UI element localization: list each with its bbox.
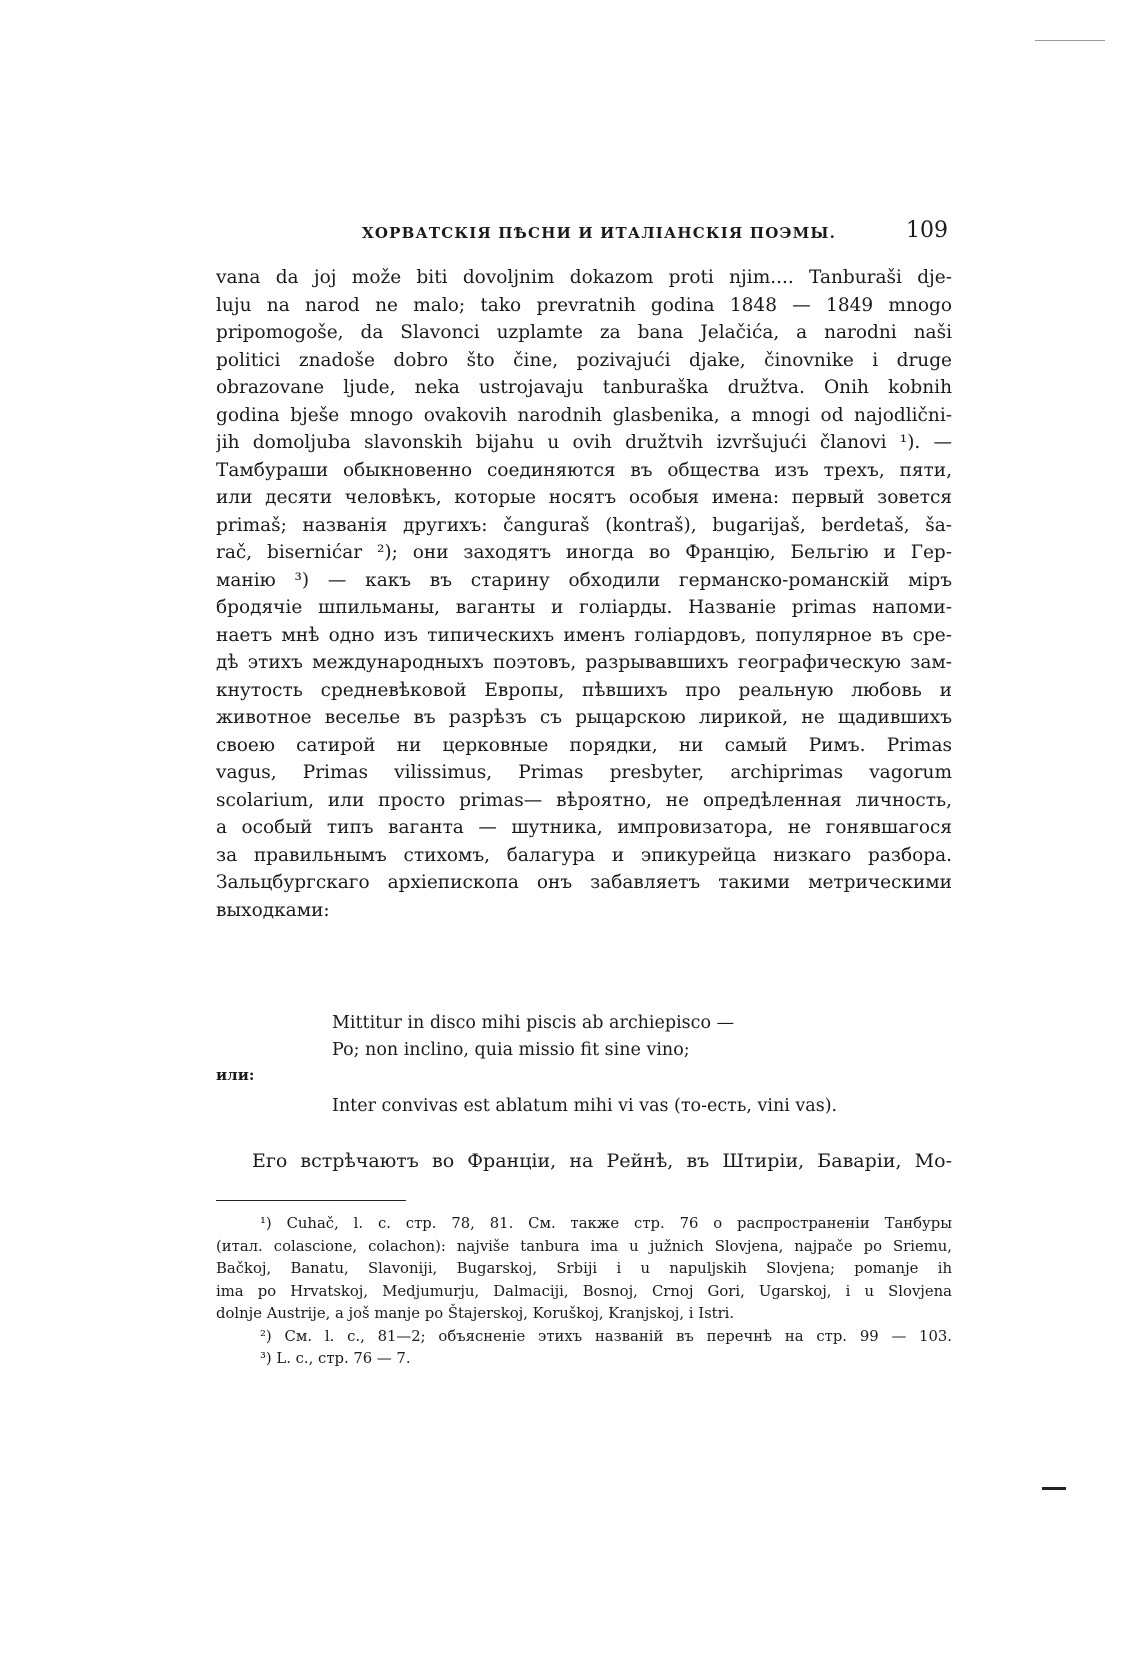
footnote-line: ²) См. l. c., 81—2; объясненіе этихъ названій въ перечнѣ на стр. 99 — 103. bbox=[260, 1327, 952, 1345]
verse-line: Po; non inclino, quia missio fit sine vino; bbox=[332, 1040, 690, 1060]
body-line: бродячіе шпильманы, ваганты и голіарды. Названіе primas напоми- bbox=[216, 597, 952, 618]
running-title: ХОРВАТСКІЯ ПѢСНИ И ИТАЛІАНСКІЯ ПОЭМЫ. bbox=[362, 224, 837, 242]
body-line: vana da joj može biti dovoljnim dokazom proti njim.... Tanburaši dje- bbox=[216, 267, 952, 288]
closing-line: Его встрѣчаютъ во Франціи, на Рейнѣ, въ Штиріи, Баваріи, Мо- bbox=[252, 1150, 952, 1172]
running-head bbox=[362, 218, 948, 248]
body-line: Зальцбургскаго архіепископа онъ забавляетъ такими метрическими bbox=[216, 872, 952, 893]
body-line: дѣ этихъ международныхъ поэтовъ, разрывавшихъ географическую зам- bbox=[216, 652, 952, 673]
body-line: politici znadoše dobro što čine, pozivajući djake, činovnike i druge bbox=[216, 349, 952, 371]
footnote-line: ¹) Cuhač, l. c. стр. 78, 81. См. также стр. 76 о распространеніи Танбуры bbox=[260, 1215, 952, 1232]
corner-rule bbox=[1035, 40, 1105, 41]
body-line: rač, bisernićar ²); они заходятъ иногда во Францію, Бельгію и Гер- bbox=[216, 542, 952, 563]
body-line: наетъ мнѣ одно изъ типическихъ именъ голіардовъ, популярное въ сре- bbox=[216, 624, 952, 646]
footnotes bbox=[216, 1213, 952, 1371]
ili-label: или: bbox=[216, 1066, 255, 1084]
body-line: выходками: bbox=[216, 899, 330, 921]
body-line: primaš; названія другихъ: čanguraš (kontraš), bugarijaš, berdetaš, ša- bbox=[216, 514, 952, 536]
body-line: godina bješe mnogo ovakovih narodnih glasbenika, a mnogi od najodlični- bbox=[216, 404, 952, 426]
footnote-line: ³) L. c., стр. 76 — 7. bbox=[260, 1350, 411, 1367]
footnote-rule bbox=[216, 1200, 406, 1201]
footnote-line: (итал. colascione, colachon): najvišе tanbura ima u južnich Slovjena, najpače po Sriemu, bbox=[216, 1237, 952, 1255]
body-line: pripomogoše, da Slavonci uzplamte za bana Jelačića, a narodni naši bbox=[216, 322, 952, 343]
body-line: jih domoljuba slavonskih bijahu u ovih družtvih izvršujući članovi ¹). — bbox=[216, 432, 952, 453]
body-line: а особый типъ ваганта — шутника, импровизатора, не гонявшагося bbox=[216, 817, 952, 838]
page-number: 109 bbox=[906, 218, 948, 243]
body-line: своею сатирой ни церковные порядки, ни самый Римъ. Primas bbox=[216, 734, 952, 756]
footnote-line: Bačkoj, Banatu, Slavoniji, Bugarskoj, Srbiji i u napuljskih Slovjena; pomanje ih bbox=[216, 1260, 952, 1277]
body-line: кнутость средневѣковой Европы, пѣвшихъ про реальную любовь и bbox=[216, 679, 952, 701]
footnote-line: dolnje Austrije, a još manje po Štajerskoj, Koruškoj, Kranjskoj, i Istri. bbox=[216, 1305, 735, 1322]
verse-line: Mittitur in disco mihi piscis ab archiepisco — bbox=[332, 1013, 735, 1033]
body-line: Тамбураши обыкновенно соединяются въ общества изъ трехъ, пяти, bbox=[216, 459, 952, 481]
body-line: obrazovane ljude, neka ustrojavaju tanburaška družtva. Onih kobnih bbox=[216, 377, 952, 398]
latin-verse bbox=[332, 1010, 932, 1120]
verse-line: Inter convivas est ablatum mihi vi vas (то-есть, vini vas). bbox=[332, 1096, 838, 1116]
body-paragraph bbox=[216, 264, 952, 924]
body-line: за правильнымъ стихомъ, балагура и эпикурейца низкаго разбора. bbox=[216, 844, 952, 866]
footnote-line: ima po Hrvatskoj, Medjumurju, Dalmaciji, Bosnoj, Crnoj Gori, Ugarskoj, i u Slovjena bbox=[216, 1282, 952, 1300]
body-line: scolarium, или просто primas— вѣроятно, не опредѣленная личность, bbox=[216, 789, 952, 811]
body-line: манію ³) — какъ въ старину обходили германско-романскій міръ bbox=[216, 569, 952, 591]
body-line: животное веселье въ разрѣзъ съ рыцарскою лирикой, не щадившихъ bbox=[216, 707, 952, 728]
body-line: luju na narod ne malo; tako prevratnih godina 1848 — 1849 mnogo bbox=[216, 294, 952, 316]
scan-mark bbox=[1042, 1487, 1066, 1490]
body-line: или десяти человѣкъ, которые носятъ особыя имена: первый зовется bbox=[216, 487, 952, 508]
body-line: vagus, Primas vilissimus, Primas presbyter, archiprimas vagorum bbox=[216, 762, 952, 783]
